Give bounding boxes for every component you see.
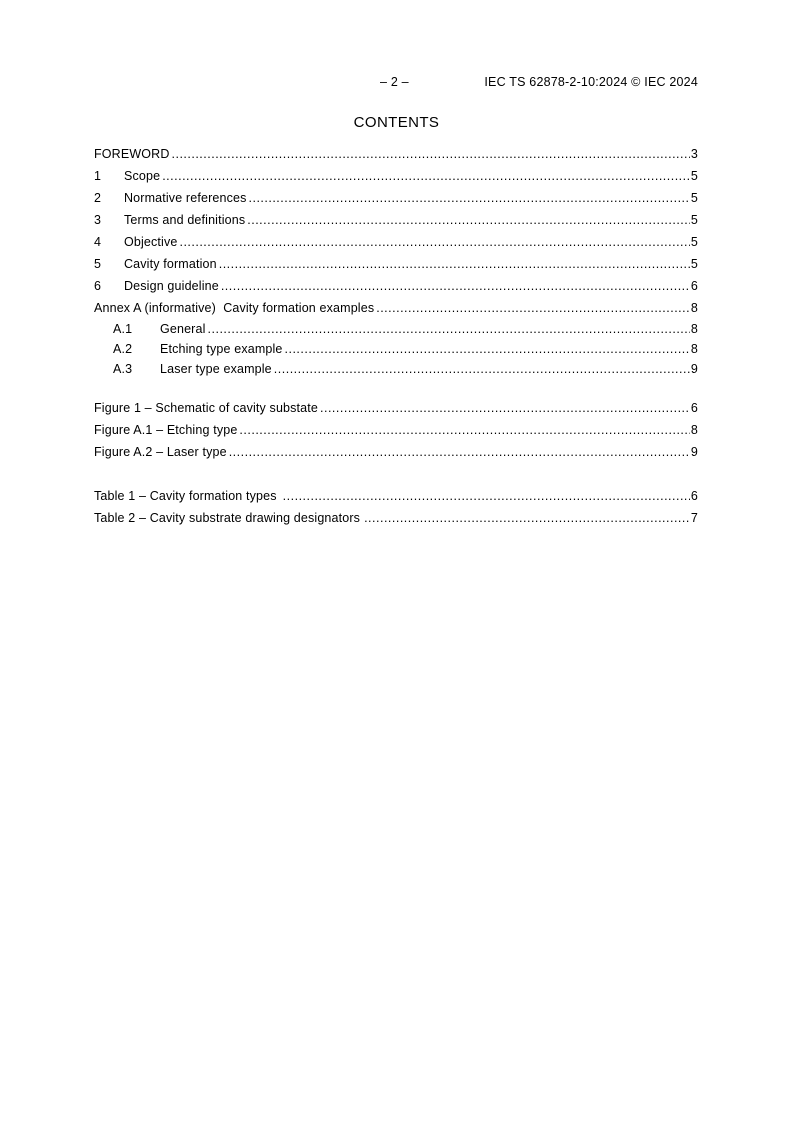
toc-entry-scope[interactable] — [94, 165, 698, 187]
toc-leader-dots — [249, 187, 690, 209]
toc-entry-page: 9 — [690, 362, 698, 376]
toc-entry-label: General — [160, 322, 206, 336]
table-entry-label: Table 2 – Cavity substrate drawing designators — [94, 511, 361, 525]
toc-entry-label: Etching type example — [160, 342, 283, 356]
toc-leader-dots — [364, 507, 690, 529]
toc-leader-dots — [285, 339, 690, 359]
toc-entry-terms-and-definitions[interactable] — [94, 209, 698, 231]
toc-entry-label: Normative references — [124, 191, 247, 205]
figure-entry-page: 9 — [690, 445, 698, 459]
toc-entry-page: 6 — [690, 279, 698, 293]
toc-entry-number: 1 — [94, 169, 102, 183]
toc-leader-dots — [172, 143, 690, 165]
table-entry-2[interactable] — [94, 507, 698, 529]
toc-entry-page: 8 — [690, 342, 698, 356]
toc-leader-dots — [221, 275, 690, 297]
table-entry-1[interactable] — [94, 485, 698, 507]
toc-leader-dots — [162, 165, 690, 187]
figure-entry-1[interactable] — [94, 397, 698, 419]
toc-entry-number: 2 — [94, 191, 102, 205]
figure-entry-page: 6 — [690, 401, 698, 415]
toc-leader-dots — [239, 419, 689, 441]
toc-entry-label: Laser type example — [160, 362, 272, 376]
toc-entry-number: A.1 — [113, 322, 133, 336]
document-identifier: IEC TS 62878-2-10:2024 © IEC 2024 — [484, 75, 698, 89]
toc-entry-number: 4 — [94, 235, 102, 249]
table-entry-page: 6 — [690, 489, 698, 503]
toc-entry-a1-general[interactable] — [94, 319, 698, 339]
page-header — [95, 75, 698, 93]
table-of-contents — [94, 143, 698, 379]
figure-entry-label: Figure A.1 – Etching type — [94, 423, 238, 437]
toc-leader-dots — [179, 231, 689, 253]
toc-entry-number: 3 — [94, 213, 102, 227]
toc-entry-cavity-formation[interactable] — [94, 253, 698, 275]
table-entry-page: 7 — [690, 511, 698, 525]
figure-entry-page: 8 — [690, 423, 698, 437]
toc-leader-dots — [219, 253, 690, 275]
figure-entry-a2[interactable] — [94, 441, 698, 463]
toc-entry-label: Scope — [124, 169, 161, 183]
toc-entry-page: 5 — [690, 213, 698, 227]
page-title: CONTENTS — [353, 114, 440, 131]
toc-entry-label: Annex A (informative) Cavity formation examples — [94, 301, 375, 315]
list-of-tables — [94, 485, 698, 529]
toc-leader-dots — [229, 441, 690, 463]
toc-entry-page: 8 — [690, 301, 698, 315]
toc-entry-a2-etching-type-example[interactable] — [94, 339, 698, 359]
toc-entry-label: Terms and definitions — [124, 213, 246, 227]
toc-entry-annex-a[interactable] — [94, 297, 698, 319]
figure-entry-label: Figure 1 – Schematic of cavity substate — [94, 401, 319, 415]
page-number: – 2 – — [380, 75, 409, 89]
toc-entry-page: 5 — [690, 169, 698, 183]
toc-leader-dots — [247, 209, 690, 231]
toc-leader-dots — [283, 485, 690, 507]
toc-entry-label: FOREWORD — [94, 147, 170, 161]
toc-entry-page: 5 — [690, 235, 698, 249]
toc-entry-page: 5 — [690, 191, 698, 205]
toc-leader-dots — [274, 359, 690, 379]
toc-entry-page: 3 — [690, 147, 698, 161]
toc-entry-label: Design guideline — [124, 279, 219, 293]
figure-entry-label: Figure A.2 – Laser type — [94, 445, 227, 459]
toc-leader-dots — [376, 297, 690, 319]
toc-entry-page: 5 — [690, 257, 698, 271]
toc-entry-number: 5 — [94, 257, 102, 271]
toc-entry-label: Objective — [124, 235, 178, 249]
toc-entry-foreword[interactable] — [94, 143, 698, 165]
toc-entry-page: 8 — [690, 322, 698, 336]
toc-leader-dots — [208, 319, 690, 339]
toc-entry-label: Cavity formation — [124, 257, 217, 271]
figure-entry-a1[interactable] — [94, 419, 698, 441]
toc-entry-design-guideline[interactable] — [94, 275, 698, 297]
list-of-figures — [94, 397, 698, 463]
toc-entry-number: A.3 — [113, 362, 133, 376]
toc-entry-a3-laser-type-example[interactable] — [94, 359, 698, 379]
toc-entry-number: A.2 — [113, 342, 133, 356]
toc-entry-normative-references[interactable] — [94, 187, 698, 209]
toc-entry-objective[interactable] — [94, 231, 698, 253]
table-entry-label: Table 1 – Cavity formation types — [94, 489, 277, 503]
toc-entry-number: 6 — [94, 279, 102, 293]
toc-leader-dots — [320, 397, 690, 419]
